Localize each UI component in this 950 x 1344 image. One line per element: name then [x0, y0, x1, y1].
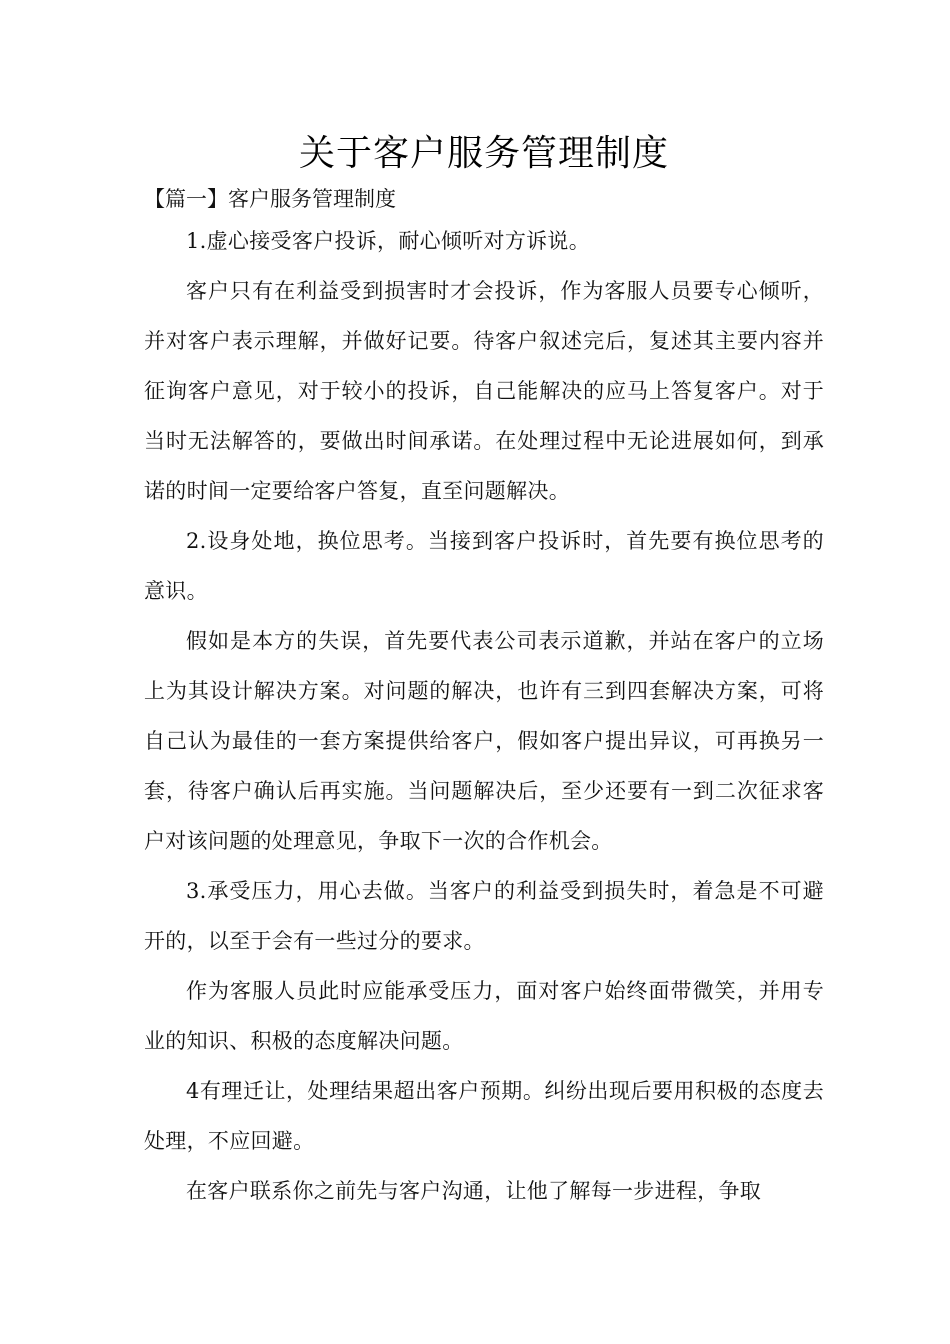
- paragraph-1: 1.虚心接受客户投诉，耐心倾听对方诉说。: [186, 229, 591, 253]
- paragraph-8: 在客户联系你之前先与客户沟通，让他了解每一步进程，争取: [186, 1179, 762, 1203]
- section-heading: 【篇一】客户服务管理制度: [144, 187, 396, 211]
- document-title: 关于客户服务管理制度: [298, 133, 669, 174]
- document-body: [144, 216, 824, 1216]
- paragraph-7: 4有理迁让，处理结果超出客户预期。纠纷出现后要用积极的态度去处理，不应回避。: [144, 1079, 824, 1153]
- paragraph-4: 假如是本方的失误，首先要代表公司表示道歉，并站在客户的立场上为其设计解决方案。对问题的解决，也许有三到四套解决方案，可将自己认为最佳的一套方案提供给客户，假如客户提出异议，可再换另一套，待客户确认后再实施。当问题解决后，至少还要有一到二次征求客户对该问题的处理意见，争取下一次的合作机会。: [144, 629, 824, 853]
- paragraph-5: 3.承受压力，用心去做。当客户的利益受到损失时，着急是不可避开的，以至于会有一些过分的要求。: [144, 879, 824, 953]
- paragraph-6: 作为客服人员此时应能承受压力，面对客户始终面带微笑，并用专业的知识、积极的态度解决问题。: [144, 979, 824, 1053]
- document-page: [144, 124, 824, 1216]
- paragraph-3: 2.设身处地，换位思考。当接到客户投诉时，首先要有换位思考的意识。: [144, 529, 824, 603]
- paragraph-2: 客户只有在利益受到损害时才会投诉，作为客服人员要专心倾听，并对客户表示理解，并做好记要。待客户叙述完后，复述其主要内容并征询客户意见，对于较小的投诉，自己能解决的应马上答复客户。对于当时无法解答的，要做出时间承诺。在处理过程中无论进展如何，到承诺的时间一定要给客户答复，直至问题解决。: [144, 279, 824, 503]
